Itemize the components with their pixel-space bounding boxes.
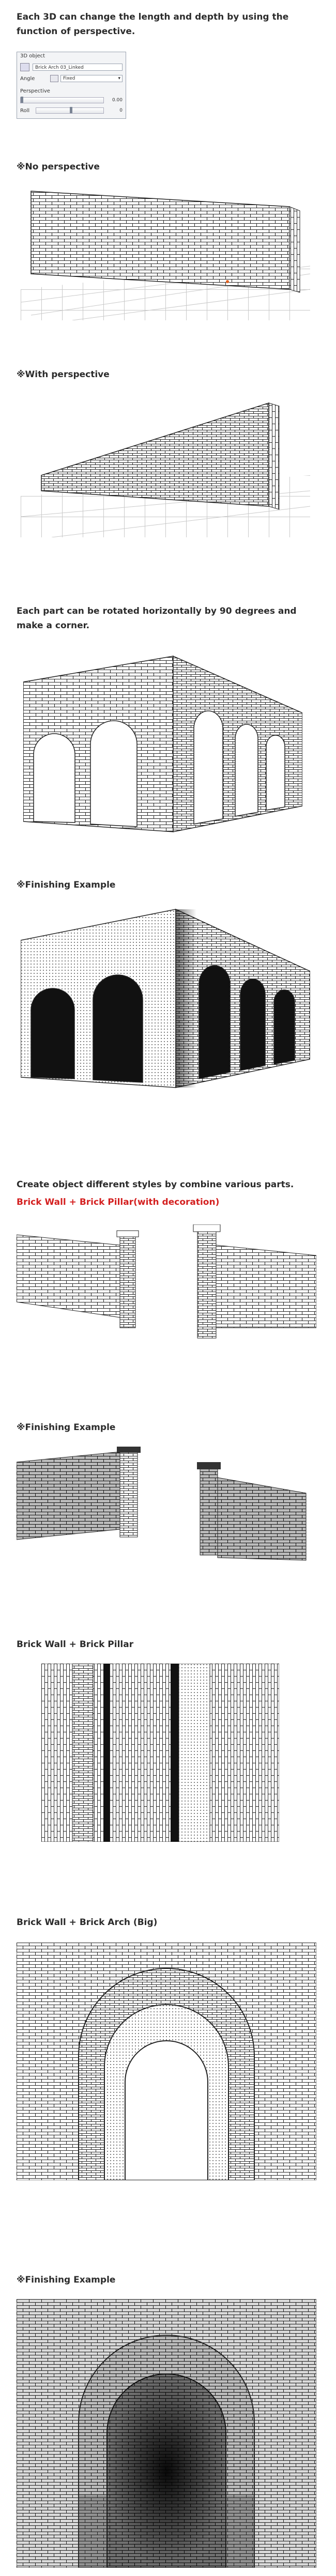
camera-icon: [50, 75, 58, 82]
wall-no-perspective-image: [21, 186, 310, 320]
wall-pillar-deco-heading: Brick Wall + Brick Pillar(with decoration): [17, 1197, 220, 1207]
wall-with-perspective-image: [21, 393, 310, 537]
roll-label: Roll: [20, 107, 30, 114]
no-perspective-heading: ※No perspective: [17, 162, 100, 172]
rotate-line-1: Each part can be rotated horizontally by 90 degrees and: [17, 606, 297, 616]
perspective-slider-knob[interactable]: [21, 97, 23, 103]
intro-line-1: Each 3D can change the length and depth by using the: [17, 12, 289, 22]
combine-text: Create object different styles by combine various parts.: [17, 1180, 294, 1190]
arch-tunnel-finishing-image: [17, 2299, 316, 2568]
roll-slider[interactable]: [36, 107, 104, 114]
angle-dropdown[interactable]: [60, 75, 123, 82]
wall-pillar-heading: Brick Wall + Brick Pillar: [17, 1639, 134, 1650]
angle-value: Fixed: [63, 76, 75, 81]
finishing-example-heading-1: ※Finishing Example: [17, 880, 116, 890]
finishing-example-heading-3: ※Finishing Example: [17, 2275, 116, 2285]
finishing-example-heading-2: ※Finishing Example: [17, 1422, 116, 1433]
rotate-line-2: make a corner.: [17, 620, 90, 631]
angle-label: Angle: [20, 75, 35, 82]
roll-slider-knob[interactable]: [70, 107, 72, 113]
intro-line-2: function of perspective.: [17, 26, 135, 37]
object-name-field[interactable]: Brick Arch 03_Linked: [33, 64, 123, 71]
chevron-down-icon: ▾: [118, 76, 120, 81]
wall-arch-big-image: [17, 1943, 316, 2180]
with-perspective-heading: ※With perspective: [17, 369, 110, 380]
panel-title: 3D object: [20, 53, 45, 59]
wall-pillar-image: [41, 1664, 279, 1842]
wall-arch-big-heading: Brick Wall + Brick Arch (Big): [17, 1917, 158, 1928]
roll-value[interactable]: 0: [119, 108, 123, 113]
arch-corner-image: [23, 651, 302, 837]
object-icon: [20, 63, 29, 71]
wall-pillar-finishing-image: [17, 1447, 316, 1565]
perspective-label: Perspective: [20, 88, 50, 94]
3d-object-panel: [17, 52, 126, 119]
wall-pillar-deco-image: [17, 1224, 316, 1343]
perspective-slider[interactable]: [20, 97, 104, 103]
arch-finishing-image: [21, 904, 310, 1090]
perspective-value[interactable]: 0.00: [112, 98, 123, 103]
